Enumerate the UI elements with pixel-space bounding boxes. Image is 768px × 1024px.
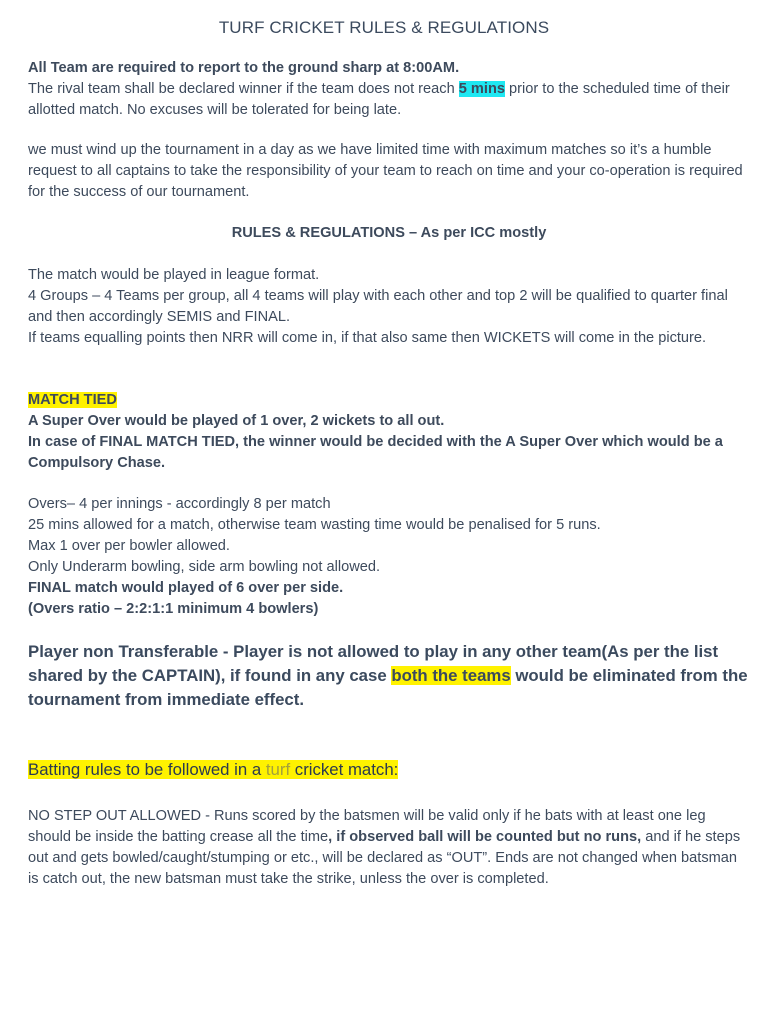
batting-heading-post: cricket match: xyxy=(290,760,399,779)
match-tied-section xyxy=(28,390,750,474)
both-teams-highlight: both the teams xyxy=(391,666,511,685)
rules-heading: RULES & REGULATIONS – As per ICC mostly xyxy=(231,225,547,241)
rival-rule-text xyxy=(28,79,750,121)
format-line-3: If teams equalling points then NRR will come in, if that also same then WICKETS will come in the picture. xyxy=(28,330,707,346)
request-section xyxy=(28,140,750,203)
format-line-2: 4 Groups – 4 Teams per group, all 4 teams will play with each other and top 2 will be qualified to quarter final and then accordingly SEMIS and FINAL. xyxy=(28,288,728,325)
batting-heading-block xyxy=(28,758,750,782)
no-step-out-rule xyxy=(28,806,750,890)
overs-line-5: FINAL match would played of 6 over per side. xyxy=(28,580,344,596)
five-mins-highlight: 5 mins xyxy=(458,81,505,97)
batting-section xyxy=(28,806,750,890)
overs-section xyxy=(28,494,750,620)
super-over-text: A Super Over would be played of 1 over, 2 wickets to all out. xyxy=(28,413,445,429)
player-rule-post: would be eliminated from the tournament from immediate effect. xyxy=(28,666,748,709)
overs-line-1: Overs– 4 per innings - accordingly 8 per match xyxy=(28,496,331,512)
rules-heading-block xyxy=(28,223,750,244)
rival-rule-post: prior to the scheduled time of their allotted match. No excuses will be tolerated for being late. xyxy=(28,81,730,118)
player-section xyxy=(28,640,750,712)
overs-line-3: Max 1 over per bowler allowed. xyxy=(28,538,230,554)
batting-heading-pre: Batting rules to be followed in a xyxy=(28,760,266,779)
format-line-1: The match would be played in league format. xyxy=(28,267,320,283)
batting-heading-turf: turf xyxy=(265,760,291,779)
overs-line-6: (Overs ratio – 2:2:1:1 minimum 4 bowlers) xyxy=(28,601,319,617)
no-step-out-post: and if he steps out and gets bowled/caught/stumping or etc., will be declared as “OUT”. Ends are not changed when batsman is catch out, the new batsman must take the strike, unless the over is completed. xyxy=(28,829,741,887)
no-step-out-pre: NO STEP OUT ALLOWED - Runs scored by the batsmen will be valid only if he bats with at least one leg should be inside the batting crease all the time xyxy=(28,808,706,845)
overs-line-2: 25 mins allowed for a match, otherwise team wasting time would be penalised for 5 runs. xyxy=(28,517,601,533)
no-step-out-bold: , if observed ball will be counted but no runs, xyxy=(328,829,642,845)
format-section xyxy=(28,265,750,349)
overs-line-4: Only Underarm bowling, side arm bowling not allowed. xyxy=(28,559,381,575)
intro-section xyxy=(28,58,750,121)
player-rule-pre: Player non Transferable - Player is not allowed to play in any other team(As per the list shared by the CAPTAIN), if found in any case xyxy=(28,642,719,685)
page-title: TURF CRICKET RULES & REGULATIONS xyxy=(218,18,550,37)
match-tied-heading: MATCH TIED xyxy=(28,392,117,408)
batting-heading-highlight xyxy=(28,760,398,779)
request-text: we must wind up the tournament in a day as we have limited time with maximum matches so it’s a humble request to all captains to take the responsibility of your team to reach on time and your co-operation is required for the success of our tournament. xyxy=(28,142,743,200)
report-time-text: All Team are required to report to the ground sharp at 8:00AM. xyxy=(28,60,460,76)
match-tied-heading-row xyxy=(28,390,750,411)
batting-heading xyxy=(28,758,750,782)
final-tied-text: In case of FINAL MATCH TIED, the winner would be decided with the A Super Over which would be a Compulsory Chase. xyxy=(28,434,723,471)
player-rule-text xyxy=(28,640,750,712)
rival-rule-pre: The rival team shall be declared winner if the team does not reach xyxy=(28,81,459,97)
